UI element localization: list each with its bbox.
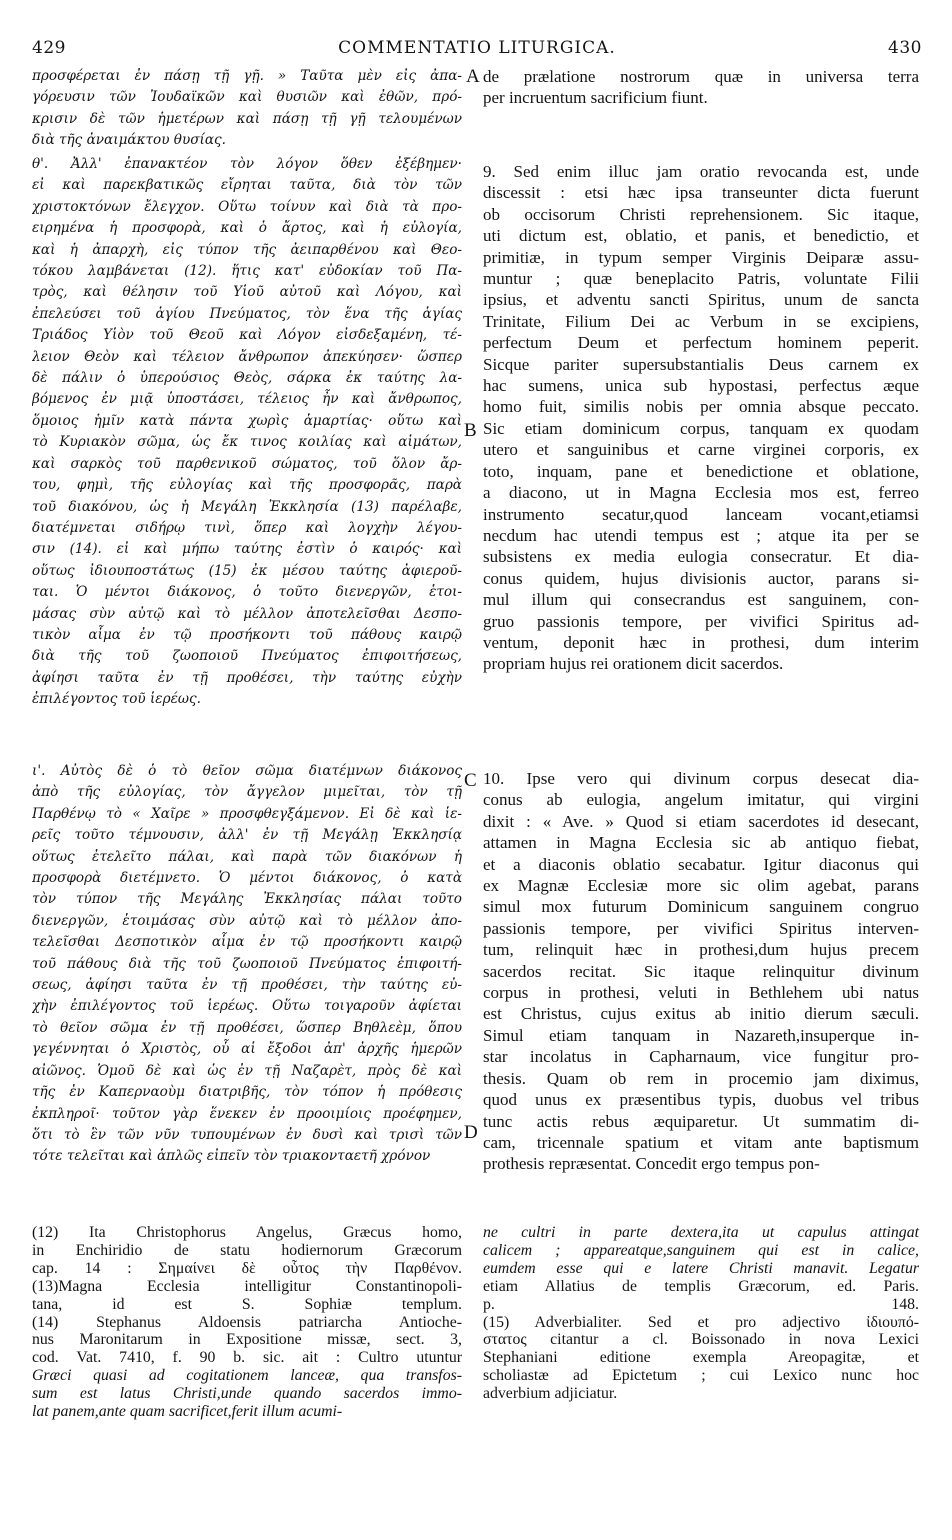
text-line: p. 148. (483, 1295, 919, 1313)
text-line: ἀπὸ τῆς εὐλογίας, τὸν ἄγγελον μιμεῖται, τὸν τῇ (32, 784, 462, 801)
text-line: cod. Vat. 7410, f. 90 b. sic. ait : Cultro utuntur (32, 1349, 462, 1367)
margin-letter-a: A (466, 66, 480, 87)
text-line: Τριάδος Υἱὸν τοῦ Θεοῦ καὶ Λόγον εἰσδεξαμένη, τέ- (32, 327, 462, 344)
text-line: ἐπελεύσει τοῦ ἁγίου Πνεύματος, τὸν ἕνα τῆς ἁγίας (32, 305, 462, 322)
page-number-right: 430 (888, 38, 922, 58)
text-line: γόρευσιν τῶν Ἰουδαϊκῶν καὶ θυσιῶν καὶ ἐθῶν, πρό- (32, 89, 462, 106)
text-line: tum, relinquit hæc in prothesi,dum hujus precem (483, 940, 919, 960)
footnotes-left (32, 1224, 462, 1421)
text-line: eumdem esse qui e latere Christi manavit. Legatur (483, 1259, 919, 1277)
text-line: εἰ καὶ παρεκβατικῶς εἴρηται ταῦτα, διὰ τὸν τῶν (32, 177, 462, 194)
text-line: θ'. Ἀλλ' ἐπανακτέον τὸν λόγον ὅθεν ἐξέβημεν· (32, 156, 462, 172)
text-line: in Enchiridio de statu hodiernorum Græcorum (32, 1241, 462, 1259)
text-line: calicem ; appareatque,sanguinem qui est in calice, (483, 1241, 919, 1259)
page-number-left: 429 (32, 38, 66, 58)
text-line: instrumento secatur,quod lanceam vocant,etiamsi (483, 504, 919, 524)
text-line: perfectum Deum et perfectum hominem peperit. (483, 333, 919, 353)
text-line: subsistens ex media eulogia consecratur. Et dia- (483, 547, 919, 567)
text-line: a diacono, ut in Magna Ecclesia mos est, ferreo (483, 483, 919, 503)
text-line: διατέμνεται σιδήρῳ τινὶ, ὅπερ καὶ λογχὴν λέγου- (32, 519, 462, 536)
text-line: τὸ θεῖον σῶμα ἐν τῇ προθέσει, ὥσπερ Βηθλεὲμ, ὅπου (32, 1019, 462, 1036)
text-line: uti dictum est, oblatio, et panis, et benedictio, et (483, 226, 919, 246)
text-line: Simul etiam tanquam in Nazareth,insuperque in- (483, 1025, 919, 1045)
text-line: 9. Sed enim illuc jam oratio revocanda est, unde (483, 162, 919, 181)
text-line: οὕτως ἐτελεῖτο πάλαι, καὶ παρὰ τῶν διακόνων ἡ (32, 848, 462, 865)
text-line: τότε τελεῖται καὶ ἁπλῶς εἰπεῖν τὸν τριακονταετῆ χρόνον (32, 1148, 431, 1165)
text-line: καὶ ἡ ἀπαρχὴ, εἰς τύπον τῆς ἀειπαρθένου καὶ Θεο- (32, 241, 462, 258)
text-line: Græci quasi ad cogitationem lanceæ, qua transfos- (32, 1367, 462, 1385)
text-line: ob occisorum Christi reprehensionem. Sic itaque, (483, 204, 919, 224)
text-line: τὸ Κυριακὸν σῶμα, ὡς ἔκ τινος κοιλίας καὶ αἱμάτων, (32, 434, 462, 451)
text-line: τόκου λαμβάνεται (12). ἥτις κατ' εὐδοκίαν τοῦ Πα- (32, 263, 462, 280)
text-line: καὶ σαρκὸς τοῦ παρθενικοῦ σώματος, τοῦ ὅλον ἄρ- (32, 455, 462, 472)
text-line: Sicque pariter supersubstantialis Deus carnem ex (483, 354, 919, 374)
text-line: διὰ τῆς ἀναιμάκτου θυσίας. (32, 132, 226, 149)
text-line: ipsius, et adventu sancti Spiritus, unum de sancta (483, 290, 919, 310)
text-line: tunc actis rebus æquiparetur. Ut summatim di- (483, 1111, 919, 1131)
text-line: σεως, ἀφίησι ταῦτα ἐν τῇ προθέσει, τὴν ταύτης εὐ- (32, 977, 462, 994)
text-line: μάσας σὺν αὐτῷ καὶ τὸ μέλλον ἀποτελεῖσθαι Δεσπο- (32, 605, 462, 622)
text-line: propriam hujus rei orationem dicit sacerdos. (483, 654, 784, 674)
text-line: (13)Magna Ecclesia intelligitur Constantinopoli- (32, 1277, 462, 1295)
text-line: star incolatus in Capharnaum, vice fungitur pro- (483, 1047, 919, 1067)
text-line: τὸν τύπον τῆς Μεγάλης Ἐκκλησίας πάλαι τοῦτο (32, 891, 462, 908)
text-line: Stephaniani editione exempla Areopagitæ, et (483, 1349, 919, 1367)
text-line: ὅτι τὸ ἓν τῶν νῦν τυπουμένων ἐν δυσὶ καὶ τρισὶ τῶν (32, 1126, 462, 1143)
text-line: toto, inquam, pane et benedictione et oblatione, (483, 461, 919, 481)
text-line: cam, tricennale spatium et vitam ante baptismum (483, 1132, 919, 1152)
text-line: οὕτως ἰδιουποστάτως (15) ἐκ μέσου ταύτης ἀφιεροῦ- (32, 562, 462, 579)
text-line: τῆς ἐν Καπερναοὺμ διατριβῆς, τὸν τόπον ἡ πρόθεσις (32, 1084, 462, 1101)
text-line: sum est latus Christi,unde quando sacerdos immo- (32, 1385, 462, 1403)
greek-paragraph-preface (32, 66, 462, 152)
margin-letter-d: D (464, 1122, 478, 1143)
text-line: χὴν ἐπιλέγοντος τοῦ ἱερέως. Οὕτω τοιγαροῦν ἀφίεται (32, 998, 462, 1015)
text-line: scholiastæ ad Epictetum ; cui Lexico nunc hoc (483, 1367, 919, 1385)
text-line: τοῦ διακόνου, ὡς ἡ Μεγάλη Ἐκκλησία (13) παρέλαβε, (32, 498, 462, 515)
text-line: nus Maronitarum in Expositione missæ, sect. 3, (32, 1331, 462, 1349)
latin-paragraph-preface (483, 66, 919, 109)
text-line: etiam Allatius de templis Græcorum, ed. Paris. (483, 1277, 919, 1295)
text-line: simul mox futurum Dominicum sanguinem congruo (483, 897, 919, 917)
greek-paragraph-10 (32, 761, 462, 1168)
text-line: cap. 14 : Σημαίνει δὲ οὗτος τὴν Παρθένον. (32, 1259, 462, 1277)
margin-letter-c: C (464, 770, 477, 791)
margin-letter-b: B (464, 420, 477, 441)
text-line: τελεῖσθαι Δεσποτικὸν αἷμα ἐν τῷ προσήκοντι καιρῷ (32, 934, 462, 951)
text-line: de prælatione nostrorum quæ in universa terra (483, 67, 919, 86)
text-line: Trinitate, Filium Dei ac Verbum in se excipiens, (483, 311, 919, 331)
footnotes-right (483, 1224, 919, 1403)
text-line: διὰ τῆς τοῦ ζωοποιοῦ Πνεύματος ἐπιφοιτήσεως, (32, 648, 462, 665)
greek-paragraph-9 (32, 154, 462, 711)
text-line: δὲ πάλιν ὁ ὑπερούσιος Θεὸς, σάρκα ἐκ ταύτης λα- (32, 370, 462, 387)
text-line: ἐπιλέγοντος τοῦ ἱερέως. (32, 691, 201, 708)
text-line: ται. Ὁ μέντοι διάκονος, ὁ τοῦτο διενεργῶν, ἑτοι- (32, 584, 462, 601)
text-line: του, φημὶ, τῆς εὐλογίας καὶ τῆς προσφορᾶς, παρὰ (32, 477, 462, 494)
text-line: adverbium adjiciatur. (483, 1385, 618, 1403)
text-line: muntur ; quæ beneplacito Patris, voluntate Filii (483, 269, 919, 289)
text-line: ι'. Αὐτὸς δὲ ὁ τὸ θεῖον σῶμα διατέμνων διάκονος (32, 763, 462, 779)
text-line: τοῦ πάθους διὰ τῆς τοῦ ζωοποιοῦ Πνεύματος ἐπιφοιτή- (32, 955, 462, 972)
text-line: prothesis repræsentat. Concedit ergo tempus pon- (483, 1154, 820, 1174)
text-line: κρισιν δὲ τῶν ἡμετέρων καὶ πάσῃ τῇ γῇ τελουμένων (32, 110, 462, 127)
text-line: σιν (14). εἰ καὶ μήπω ταύτης ἐστὶν ὁ καιρός· καὶ (32, 541, 462, 558)
text-line: ὅμοιος ἡμῖν κατὰ πάντα χωρὶς ἁμαρτίας· οὕτω καὶ (32, 412, 462, 429)
text-line: corpus in prothesi, veluti in Bethlehem ubi natus (483, 983, 919, 1003)
text-line: utero et sanguinibus et carne virginei corporis, ex (483, 440, 919, 460)
text-line: ἐκπληροῖ· τοῦτον γὰρ ἕνεκεν ἐν προοιμίοις προέφημεν, (32, 1105, 462, 1122)
text-line: γεγέννηται ὁ Χριστὸς, οὗ αἱ ἔξοδοι ἀπ' ἀρχῆς ἡμερῶν (32, 1041, 462, 1058)
text-line: passionis tempore, per vivifici Spiritus interven- (483, 918, 919, 938)
text-line: 10. Ipse vero qui divinum corpus desecat dia- (483, 769, 919, 788)
text-line: sacerdos recitat. Sic itaque relinquitur divinum (483, 961, 919, 981)
text-line: ρεῖς τοῦτο τέμνουσιν, ἀλλ' ἐν τῇ Μεγάλῃ Ἐκκλησίᾳ (32, 827, 462, 844)
text-line: necdum hac utendi tempus est ; atque ita per se (483, 525, 919, 545)
text-line: χριστοκτόνων ἔλεγχον. Οὕτω τοίνυν καὶ διὰ τὰ προ- (32, 198, 462, 215)
text-line: προσφορὰ διετέμνετο. Ὁ μέντοι διάκονος, ὁ κατὰ (32, 870, 462, 887)
text-line: conus quidem, hujus divisionis auctor, parans si- (483, 568, 919, 588)
text-line: lat panem,ante quam sacrificet,ferit illum acumi- (32, 1403, 343, 1421)
text-line: Παρθένῳ τὸ « Χαῖρε » προσφθεγξάμενον. Εἰ δὲ καὶ ἱε- (32, 805, 462, 822)
text-line: Sic etiam dominicum corpus, tanquam ex quodam (483, 418, 919, 438)
text-line: τρὸς, καὶ θέλησιν τοῦ Υἱοῦ αὐτοῦ καὶ Λόγου, καὶ (32, 284, 462, 301)
text-line: προσφέρεται ἐν πάσῃ τῇ γῇ. » Ταῦτα μὲν εἰς ἀπα- (32, 68, 462, 84)
text-line: est Christus, cujus exitus ab initio dierum sæculi. (483, 1004, 919, 1024)
text-line: τικὸν αἷμα ἐν τῷ προσήκοντι τοῦ πάθους καιρῷ (32, 626, 462, 643)
text-line: et a diaconis oblatio secabatur. Igitur diaconus qui (483, 854, 919, 874)
text-line: primitiæ, in typum semper Virginis Deiparæ assu- (483, 247, 919, 267)
text-line: quod unus ex præsentibus typis, duobus vel tribus (483, 1090, 919, 1110)
text-line: (12) Ita Christophorus Angelus, Græcus homo, (32, 1224, 462, 1241)
text-line: attamen in Magna Ecclesia sic ab antiquo fiebat, (483, 833, 919, 853)
text-line: gruo passionis tempore, per vivifici Spiritus ad- (483, 611, 919, 631)
text-line: mul illum qui consecrandus est sanguinem, con- (483, 590, 919, 610)
text-line: tana, id est S. Sophiæ templum. (32, 1295, 462, 1313)
latin-paragraph-10 (483, 768, 919, 1175)
text-line: λειον Θεὸν καὶ τέλειον ἄνθρωπον ἀπεκύησεν· ὥσπερ (32, 348, 462, 365)
running-title: COMMENTATIO LITURGICA. (338, 38, 616, 58)
text-line: thesis. Quam ob rem in procemio jam diximus, (483, 1068, 919, 1088)
text-line: ex Magnæ Ecclesiæ more sic olim agebat, parans (483, 876, 919, 896)
text-line: per incruentum sacrificium fiunt. (483, 88, 708, 108)
text-line: discessit : etsi hæc ipsa transeunter dicta fuerunt (483, 183, 919, 203)
text-line: conus ab eulogia, angelum imitatur, qui virgini (483, 790, 919, 810)
text-line: διενεργῶν, ἑτοιμάσας σὺν αὐτῷ καὶ τὸ μέλλον ἀπο- (32, 912, 462, 929)
text-line: homo fuit, similis nobis per omnia absque peccato. (483, 397, 919, 417)
text-line: βόμενος ἐν μιᾷ ὑποστάσει, τέλειος ἦν καὶ ἄνθρωπος, (32, 391, 462, 408)
text-line: (15) Adverbialiter. Sed et pro adjectivo ἰδιουπό- (483, 1313, 919, 1331)
text-line: dixit : « Ave. » Quod si etiam sacerdotes id desecant, (483, 811, 919, 831)
text-line: (14) Stephanus Aldoensis patriarcha Antioche- (32, 1313, 462, 1331)
text-line: ventum, deponit hæc in prothesi, dum interim (483, 632, 919, 652)
text-line: στατος citantur a cl. Boissonado in nova Lexici (483, 1331, 919, 1349)
latin-paragraph-9 (483, 161, 919, 675)
text-line: ειρημένα ἡ προσφορὰ, καὶ ὁ ἄρτος, καὶ ἡ εὐλογία, (32, 220, 462, 237)
text-line: ne cultri in parte dextera,ita ut capulus attingat (483, 1224, 919, 1241)
running-header (32, 38, 922, 64)
text-line: ἀφίησι ταῦτα ἐν τῇ προθέσει, τὴν ταύτης εὐχὴν (32, 669, 462, 686)
text-line: αἰῶνος. Ὁμοῦ δὲ καὶ ὡς ἐν τῇ Ναζαρὲτ, πρὸς δὲ καὶ (32, 1062, 462, 1079)
text-line: hac sumens, unica sub hypostasi, perfectus æque (483, 376, 919, 396)
